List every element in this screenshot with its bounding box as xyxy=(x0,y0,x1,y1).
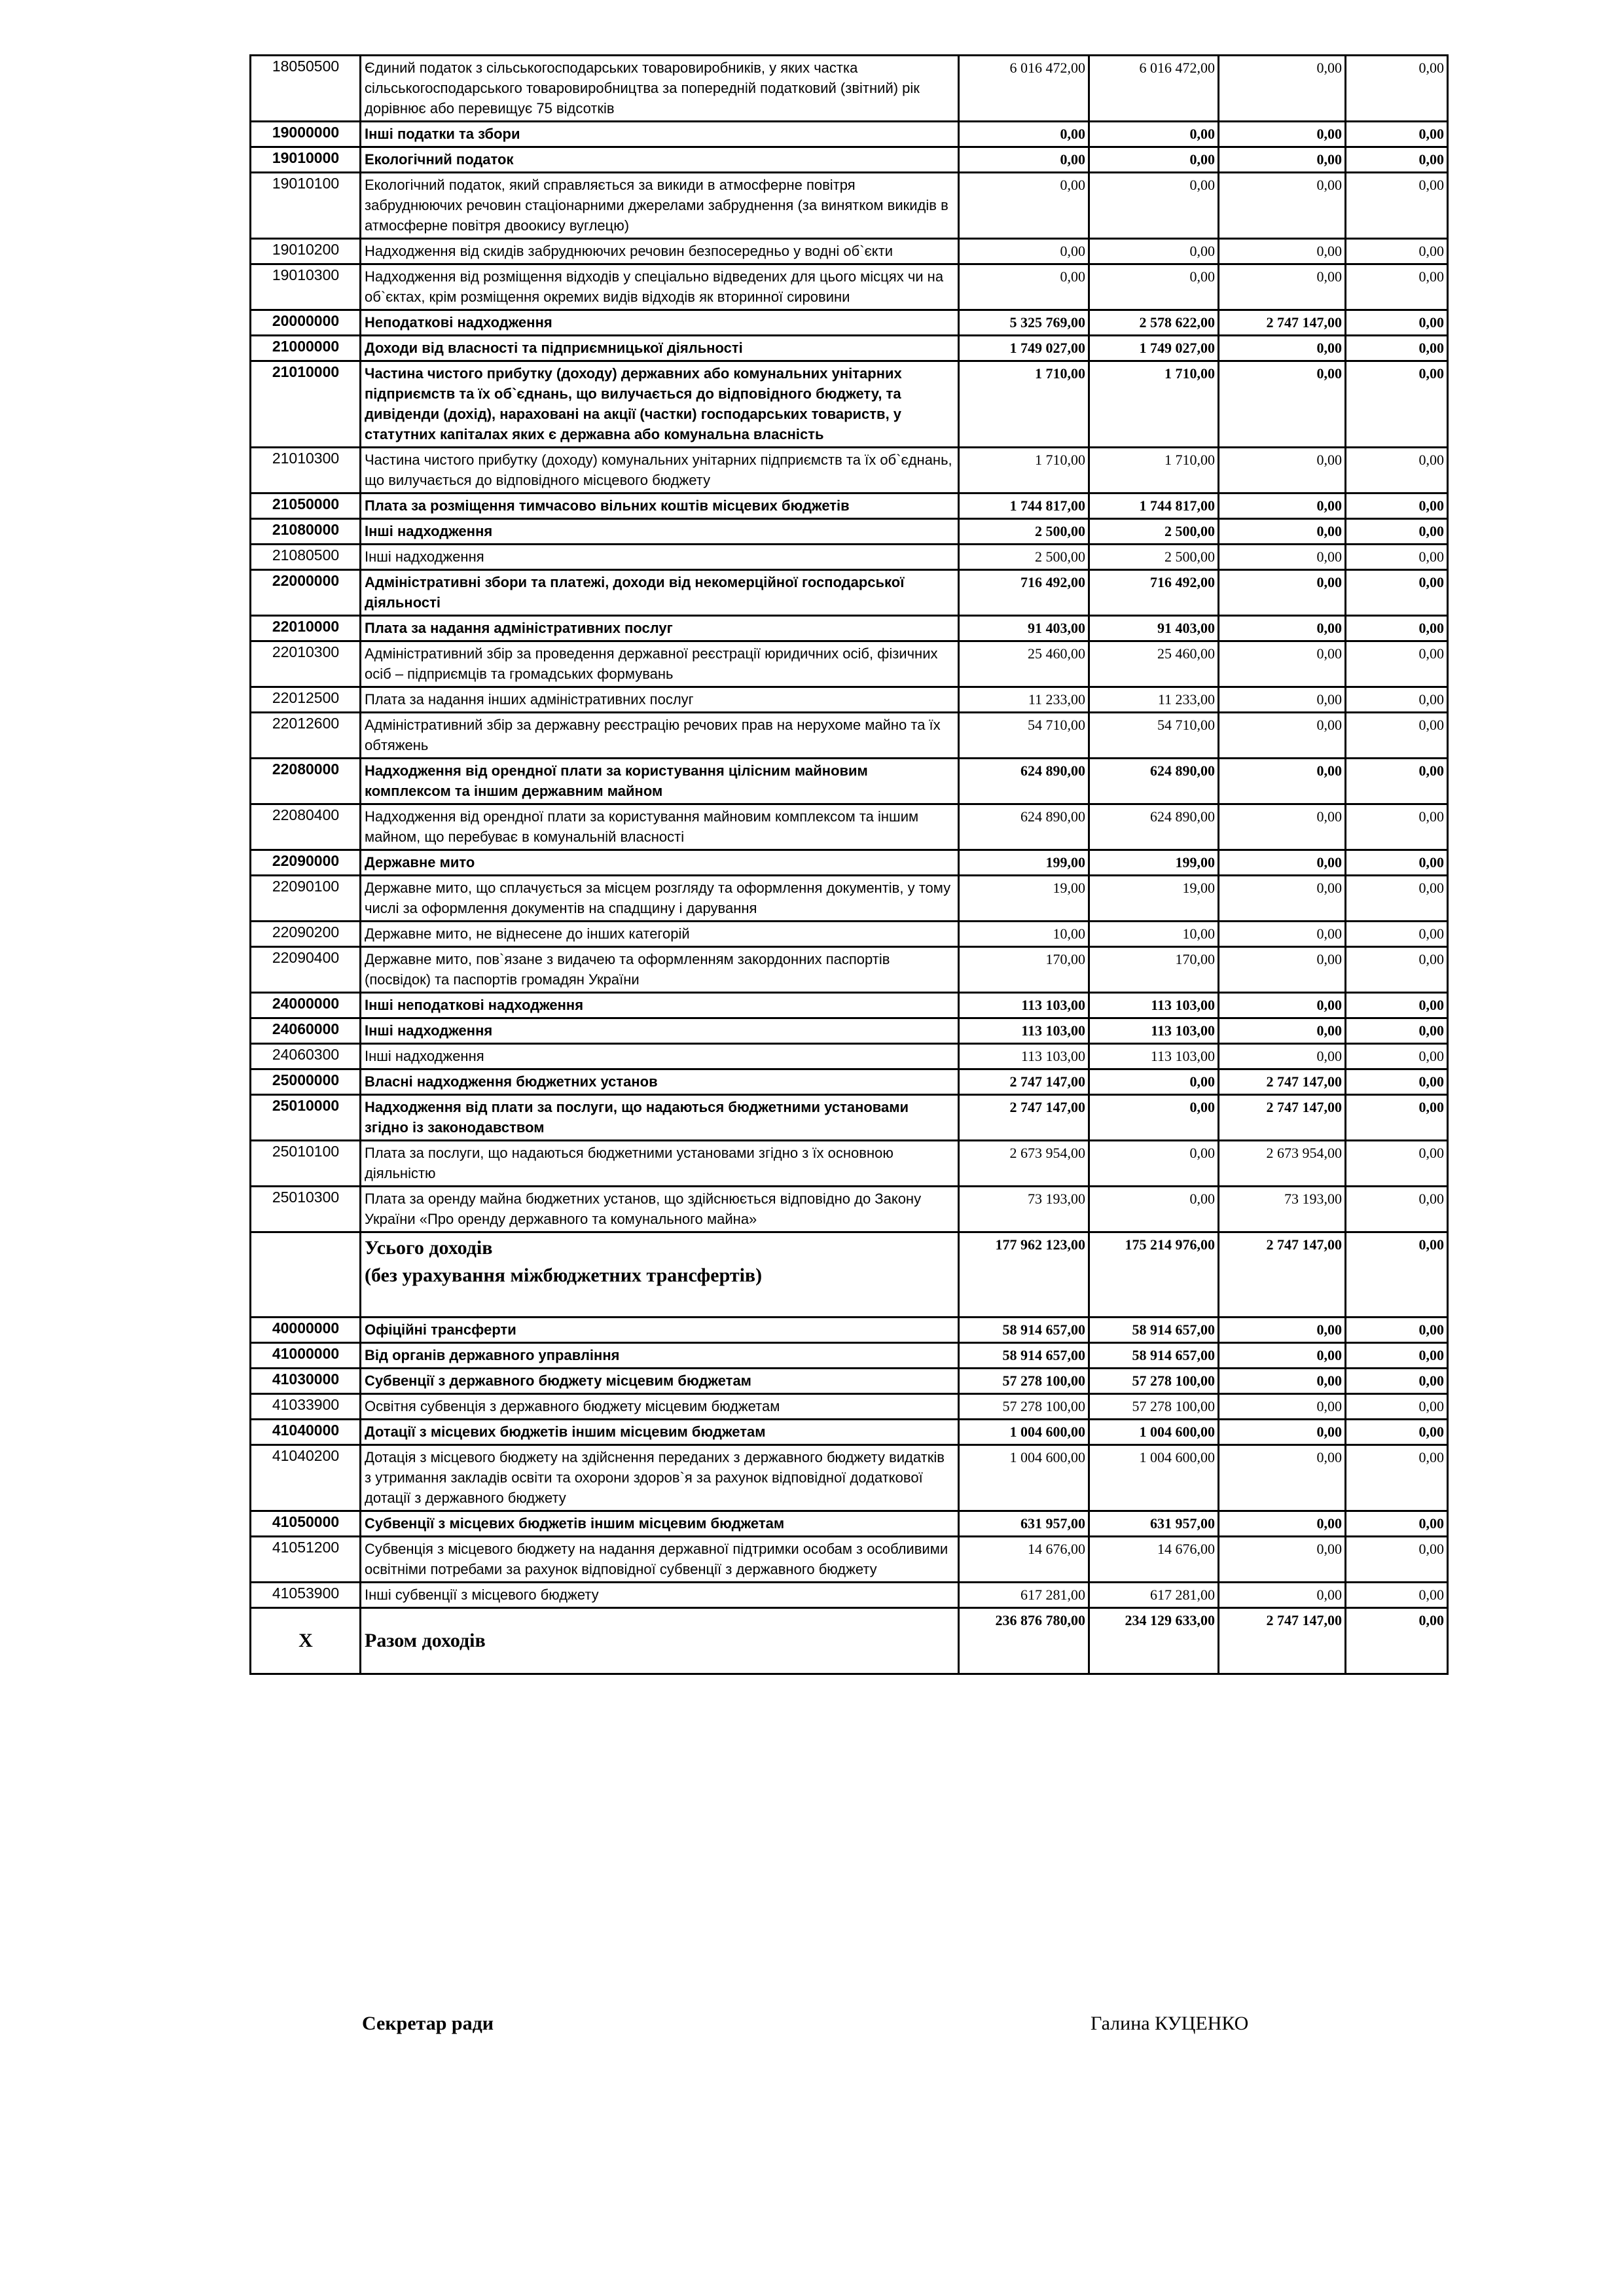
table-row xyxy=(251,1583,1448,1608)
total-amount-cell: 2 747 147,00 xyxy=(959,1069,1089,1095)
development-budget-cell: 0,00 xyxy=(1346,493,1448,519)
special-fund-cell: 2 747 147,00 xyxy=(1219,1069,1346,1095)
revenue-code-cell: 41033900 xyxy=(251,1394,361,1420)
revenue-code-cell: 21010000 xyxy=(251,361,361,448)
development-budget-cell: 0,00 xyxy=(1346,336,1448,361)
revenue-code-cell: 22090000 xyxy=(251,850,361,876)
special-fund-cell: 0,00 xyxy=(1219,264,1346,310)
special-fund-cell: 2 747 147,00 xyxy=(1219,1095,1346,1141)
special-fund-cell: 0,00 xyxy=(1219,804,1346,850)
total-amount-cell: 1 004 600,00 xyxy=(959,1445,1089,1511)
revenue-name-cell: Державне мито xyxy=(361,850,959,876)
general-fund-cell: 0,00 xyxy=(1089,239,1219,264)
revenue-name-cell: Інші надходження xyxy=(361,1018,959,1044)
revenue-code-cell: 20000000 xyxy=(251,310,361,336)
revenue-name-cell: Дотація з місцевого бюджету на здійснення переданих з державного бюджету видатків з утримання закладів освіти та охорони здоров`я за рахунок відповідної додаткової дотації з державного бюджету xyxy=(361,1445,959,1511)
total-amount-cell: 2 500,00 xyxy=(959,545,1089,570)
general-fund-cell: 175 214 976,00 xyxy=(1089,1232,1219,1318)
revenue-code-cell: 25000000 xyxy=(251,1069,361,1095)
development-budget-cell: 0,00 xyxy=(1346,687,1448,713)
revenue-name-cell: Надходження від орендної плати за користування майновим комплексом та іншим майном, що перебуває в комунальній власності xyxy=(361,804,959,850)
total-amount-cell: 58 914 657,00 xyxy=(959,1318,1089,1343)
revenue-name-cell: Офіційні трансферти xyxy=(361,1318,959,1343)
table-row xyxy=(251,1095,1448,1141)
revenue-name-cell: Дотації з місцевих бюджетів іншим місцевим бюджетам xyxy=(361,1420,959,1445)
revenue-code-cell: 22012600 xyxy=(251,713,361,759)
total-amount-cell: 57 278 100,00 xyxy=(959,1394,1089,1420)
general-fund-cell: 0,00 xyxy=(1089,264,1219,310)
general-fund-cell: 11 233,00 xyxy=(1089,687,1219,713)
total-amount-cell: 2 500,00 xyxy=(959,519,1089,545)
table-row xyxy=(251,947,1448,993)
table-row xyxy=(251,448,1448,493)
revenue-name-cell: Плата за надання адміністративних послуг xyxy=(361,616,959,641)
general-fund-cell: 25 460,00 xyxy=(1089,641,1219,687)
total-amount-cell: 5 325 769,00 xyxy=(959,310,1089,336)
revenue-name-cell: Разом доходів xyxy=(361,1608,959,1674)
revenue-code-cell: 21080500 xyxy=(251,545,361,570)
revenue-name-cell: Плата за надання інших адміністративних послуг xyxy=(361,687,959,713)
revenue-code-cell: 19010200 xyxy=(251,239,361,264)
general-fund-cell: 1 749 027,00 xyxy=(1089,336,1219,361)
general-fund-cell: 57 278 100,00 xyxy=(1089,1394,1219,1420)
development-budget-cell: 0,00 xyxy=(1346,1318,1448,1343)
table-row xyxy=(251,336,1448,361)
development-budget-cell: 0,00 xyxy=(1346,545,1448,570)
revenue-name-cell: Неподаткові надходження xyxy=(361,310,959,336)
development-budget-cell: 0,00 xyxy=(1346,993,1448,1018)
table-row xyxy=(251,1141,1448,1187)
development-budget-cell: 0,00 xyxy=(1346,1232,1448,1318)
total-amount-cell: 25 460,00 xyxy=(959,641,1089,687)
special-fund-cell: 0,00 xyxy=(1219,687,1346,713)
revenue-code-cell: 22090400 xyxy=(251,947,361,993)
total-amount-cell: 11 233,00 xyxy=(959,687,1089,713)
revenue-name-cell: Усього доходів (без урахування міжбюджетних трансфертів) xyxy=(361,1232,959,1318)
development-budget-cell: 0,00 xyxy=(1346,519,1448,545)
general-fund-cell: 0,00 xyxy=(1089,1187,1219,1232)
total-amount-cell: 91 403,00 xyxy=(959,616,1089,641)
revenue-name-cell: Державне мито, що сплачується за місцем розгляду та оформлення документів, у тому числі за оформлення документів на спадщину і дарування xyxy=(361,876,959,922)
total-amount-cell: 113 103,00 xyxy=(959,1018,1089,1044)
development-budget-cell: 0,00 xyxy=(1346,1343,1448,1369)
special-fund-cell: 0,00 xyxy=(1219,122,1346,147)
development-budget-cell: 0,00 xyxy=(1346,1537,1448,1583)
development-budget-cell: 0,00 xyxy=(1346,310,1448,336)
revenue-code-cell: 41040000 xyxy=(251,1420,361,1445)
table-row xyxy=(251,876,1448,922)
table-row xyxy=(251,1420,1448,1445)
development-budget-cell: 0,00 xyxy=(1346,876,1448,922)
revenue-code-cell: 19010100 xyxy=(251,173,361,239)
special-fund-cell: 0,00 xyxy=(1219,759,1346,804)
special-fund-cell: 0,00 xyxy=(1219,1343,1346,1369)
total-amount-cell: 1 710,00 xyxy=(959,361,1089,448)
revenue-code-cell: 41040200 xyxy=(251,1445,361,1511)
development-budget-cell: 0,00 xyxy=(1346,850,1448,876)
revenue-code-cell: 19000000 xyxy=(251,122,361,147)
revenue-table-body xyxy=(251,56,1448,1674)
general-fund-cell: 0,00 xyxy=(1089,147,1219,173)
total-amount-cell: 0,00 xyxy=(959,147,1089,173)
development-budget-cell: 0,00 xyxy=(1346,1394,1448,1420)
revenue-code-cell: 41053900 xyxy=(251,1583,361,1608)
total-amount-cell: 1 744 817,00 xyxy=(959,493,1089,519)
table-row xyxy=(251,687,1448,713)
revenue-name-cell: Частина чистого прибутку (доходу) комунальних унітарних підприємств та їх об`єднань, що вилучається до відповідного місцевого бюджету xyxy=(361,448,959,493)
special-fund-cell: 0,00 xyxy=(1219,147,1346,173)
development-budget-cell: 0,00 xyxy=(1346,1095,1448,1141)
development-budget-cell: 0,00 xyxy=(1346,1069,1448,1095)
table-row xyxy=(251,713,1448,759)
total-amount-cell: 113 103,00 xyxy=(959,1044,1089,1069)
special-fund-cell: 0,00 xyxy=(1219,239,1346,264)
general-fund-cell: 1 710,00 xyxy=(1089,361,1219,448)
revenue-code-cell: 22080000 xyxy=(251,759,361,804)
development-budget-cell: 0,00 xyxy=(1346,264,1448,310)
general-fund-cell: 91 403,00 xyxy=(1089,616,1219,641)
table-row xyxy=(251,147,1448,173)
table-row xyxy=(251,310,1448,336)
special-fund-cell: 0,00 xyxy=(1219,1369,1346,1394)
table-row xyxy=(251,122,1448,147)
development-budget-cell: 0,00 xyxy=(1346,616,1448,641)
total-amount-cell: 57 278 100,00 xyxy=(959,1369,1089,1394)
special-fund-cell: 0,00 xyxy=(1219,1445,1346,1511)
table-row xyxy=(251,850,1448,876)
total-amount-cell: 73 193,00 xyxy=(959,1187,1089,1232)
revenue-code-cell: X xyxy=(251,1608,361,1674)
total-amount-cell: 1 710,00 xyxy=(959,448,1089,493)
table-row xyxy=(251,1537,1448,1583)
grand-total-row xyxy=(251,1608,1448,1674)
special-fund-cell: 0,00 xyxy=(1219,56,1346,122)
general-fund-cell: 631 957,00 xyxy=(1089,1511,1219,1537)
special-fund-cell: 0,00 xyxy=(1219,616,1346,641)
revenue-code-cell: 40000000 xyxy=(251,1318,361,1343)
revenue-table xyxy=(249,54,1449,1675)
general-fund-cell: 0,00 xyxy=(1089,1095,1219,1141)
special-fund-cell: 2 747 147,00 xyxy=(1219,1608,1346,1674)
development-budget-cell: 0,00 xyxy=(1346,570,1448,616)
special-fund-cell: 0,00 xyxy=(1219,947,1346,993)
general-fund-cell: 57 278 100,00 xyxy=(1089,1369,1219,1394)
subtotal-row xyxy=(251,1232,1448,1318)
table-row xyxy=(251,1511,1448,1537)
total-amount-cell: 14 676,00 xyxy=(959,1537,1089,1583)
general-fund-cell: 0,00 xyxy=(1089,1141,1219,1187)
special-fund-cell: 0,00 xyxy=(1219,1420,1346,1445)
development-budget-cell: 0,00 xyxy=(1346,361,1448,448)
general-fund-cell: 716 492,00 xyxy=(1089,570,1219,616)
table-row xyxy=(251,1343,1448,1369)
total-amount-cell: 624 890,00 xyxy=(959,759,1089,804)
revenue-name-cell: Екологічний податок, який справляється за викиди в атмосферне повітря забруднюючих речовин стаціонарними джерелами забруднення (за винятком викидів в атмосферне повітря двоокису вуглецю) xyxy=(361,173,959,239)
revenue-name-cell: Частина чистого прибутку (доходу) державних або комунальних унітарних підприємств та їх об`єднань, що вилучається до відповідного бюджету, та дивіденди (дохід), нараховані на акції (частки) господарських товариств, у статутних капіталах яких є державна або комунальна власність xyxy=(361,361,959,448)
total-amount-cell: 2 673 954,00 xyxy=(959,1141,1089,1187)
special-fund-cell: 0,00 xyxy=(1219,1537,1346,1583)
revenue-code-cell: 21050000 xyxy=(251,493,361,519)
development-budget-cell: 0,00 xyxy=(1346,1044,1448,1069)
special-fund-cell: 0,00 xyxy=(1219,519,1346,545)
revenue-name-cell: Державне мито, не віднесене до інших категорій xyxy=(361,922,959,947)
revenue-code-cell: 41050000 xyxy=(251,1511,361,1537)
special-fund-cell: 0,00 xyxy=(1219,173,1346,239)
revenue-name-cell: Адміністративний збір за проведення державної реєстрації юридичних осіб, фізичних осіб – підприємців та громадських формувань xyxy=(361,641,959,687)
special-fund-cell: 0,00 xyxy=(1219,922,1346,947)
general-fund-cell: 0,00 xyxy=(1089,122,1219,147)
revenue-name-cell: Інші надходження xyxy=(361,1044,959,1069)
table-row xyxy=(251,1318,1448,1343)
development-budget-cell: 0,00 xyxy=(1346,173,1448,239)
table-row xyxy=(251,616,1448,641)
revenue-name-cell: Власні надходження бюджетних установ xyxy=(361,1069,959,1095)
table-row xyxy=(251,545,1448,570)
development-budget-cell: 0,00 xyxy=(1346,1018,1448,1044)
general-fund-cell: 1 004 600,00 xyxy=(1089,1420,1219,1445)
total-amount-cell: 0,00 xyxy=(959,173,1089,239)
special-fund-cell: 0,00 xyxy=(1219,1018,1346,1044)
development-budget-cell: 0,00 xyxy=(1346,759,1448,804)
development-budget-cell: 0,00 xyxy=(1346,1445,1448,1511)
revenue-code-cell: 21000000 xyxy=(251,336,361,361)
total-amount-cell: 2 747 147,00 xyxy=(959,1095,1089,1141)
table-row xyxy=(251,239,1448,264)
revenue-code-cell: 25010100 xyxy=(251,1141,361,1187)
special-fund-cell: 0,00 xyxy=(1219,493,1346,519)
revenue-name-cell: Інші надходження xyxy=(361,545,959,570)
revenue-name-cell: Екологічний податок xyxy=(361,147,959,173)
special-fund-cell: 73 193,00 xyxy=(1219,1187,1346,1232)
special-fund-cell: 2 747 147,00 xyxy=(1219,310,1346,336)
special-fund-cell: 0,00 xyxy=(1219,570,1346,616)
general-fund-cell: 58 914 657,00 xyxy=(1089,1343,1219,1369)
general-fund-cell: 1 004 600,00 xyxy=(1089,1445,1219,1511)
revenue-name-cell: Плата за послуги, що надаються бюджетними установами згідно з їх основною діяльністю xyxy=(361,1141,959,1187)
general-fund-cell: 10,00 xyxy=(1089,922,1219,947)
special-fund-cell: 0,00 xyxy=(1219,1044,1346,1069)
development-budget-cell: 0,00 xyxy=(1346,922,1448,947)
total-amount-cell: 0,00 xyxy=(959,264,1089,310)
total-amount-cell: 199,00 xyxy=(959,850,1089,876)
total-amount-cell: 58 914 657,00 xyxy=(959,1343,1089,1369)
special-fund-cell: 0,00 xyxy=(1219,876,1346,922)
special-fund-cell: 2 673 954,00 xyxy=(1219,1141,1346,1187)
revenue-name-cell: Адміністративні збори та платежі, доходи від некомерційної господарської діяльності xyxy=(361,570,959,616)
revenue-code-cell: 22090100 xyxy=(251,876,361,922)
general-fund-cell: 624 890,00 xyxy=(1089,804,1219,850)
table-row xyxy=(251,1369,1448,1394)
general-fund-cell: 234 129 633,00 xyxy=(1089,1608,1219,1674)
general-fund-cell: 6 016 472,00 xyxy=(1089,56,1219,122)
revenue-code-cell: 21080000 xyxy=(251,519,361,545)
revenue-code-cell: 25010000 xyxy=(251,1095,361,1141)
revenue-code-cell: 22080400 xyxy=(251,804,361,850)
revenue-name-cell: Плата за розміщення тимчасово вільних коштів місцевих бюджетів xyxy=(361,493,959,519)
general-fund-cell: 113 103,00 xyxy=(1089,993,1219,1018)
special-fund-cell: 0,00 xyxy=(1219,448,1346,493)
revenue-code-cell: 41000000 xyxy=(251,1343,361,1369)
revenue-code-cell: 22090200 xyxy=(251,922,361,947)
total-amount-cell: 10,00 xyxy=(959,922,1089,947)
revenue-code-cell: 21010300 xyxy=(251,448,361,493)
revenue-name-cell: Доходи від власності та підприємницької діяльності xyxy=(361,336,959,361)
development-budget-cell: 0,00 xyxy=(1346,641,1448,687)
revenue-name-cell: Субвенції з державного бюджету місцевим бюджетам xyxy=(361,1369,959,1394)
total-amount-cell: 236 876 780,00 xyxy=(959,1608,1089,1674)
development-budget-cell: 0,00 xyxy=(1346,448,1448,493)
total-amount-cell: 6 016 472,00 xyxy=(959,56,1089,122)
table-row xyxy=(251,56,1448,122)
development-budget-cell: 0,00 xyxy=(1346,713,1448,759)
total-amount-cell: 716 492,00 xyxy=(959,570,1089,616)
total-amount-cell: 617 281,00 xyxy=(959,1583,1089,1608)
revenue-name-cell: Інші податки та збори xyxy=(361,122,959,147)
total-amount-cell: 0,00 xyxy=(959,239,1089,264)
general-fund-cell: 0,00 xyxy=(1089,173,1219,239)
table-row xyxy=(251,493,1448,519)
special-fund-cell: 0,00 xyxy=(1219,336,1346,361)
signatory-name: Галина КУЦЕНКО xyxy=(1091,2013,1249,2034)
development-budget-cell: 0,00 xyxy=(1346,1420,1448,1445)
table-row xyxy=(251,1018,1448,1044)
special-fund-cell: 0,00 xyxy=(1219,1511,1346,1537)
revenue-code-cell: 25010300 xyxy=(251,1187,361,1232)
revenue-code-cell: 24060300 xyxy=(251,1044,361,1069)
special-fund-cell: 0,00 xyxy=(1219,1583,1346,1608)
development-budget-cell: 0,00 xyxy=(1346,1369,1448,1394)
revenue-name-cell: Єдиний податок з сільськогосподарських товаровиробників, у яких частка сільськогосподарського товаровиробництва за попередній податковий (звітний) рік дорівнює або перевищує 75 відсотків xyxy=(361,56,959,122)
revenue-code-cell: 18050500 xyxy=(251,56,361,122)
special-fund-cell: 0,00 xyxy=(1219,1394,1346,1420)
special-fund-cell: 0,00 xyxy=(1219,641,1346,687)
revenue-name-cell: Субвенція з місцевого бюджету на надання державної підтримки особам з особливими освітніми потребами за рахунок відповідної субвенції з державного бюджету xyxy=(361,1537,959,1583)
general-fund-cell: 0,00 xyxy=(1089,1069,1219,1095)
development-budget-cell: 0,00 xyxy=(1346,947,1448,993)
development-budget-cell: 0,00 xyxy=(1346,56,1448,122)
revenue-name-cell: Освітня субвенція з державного бюджету місцевим бюджетам xyxy=(361,1394,959,1420)
general-fund-cell: 2 500,00 xyxy=(1089,545,1219,570)
table-row xyxy=(251,519,1448,545)
development-budget-cell: 0,00 xyxy=(1346,1583,1448,1608)
special-fund-cell: 0,00 xyxy=(1219,850,1346,876)
revenue-code-cell: 22012500 xyxy=(251,687,361,713)
table-row xyxy=(251,922,1448,947)
signatory-title: Секретар ради xyxy=(362,2013,494,2034)
revenue-name-cell: Плата за оренду майна бюджетних установ, що здійснюється відповідно до Закону України «Про оренду державного та комунального майна» xyxy=(361,1187,959,1232)
revenue-name-cell: Надходження від плати за послуги, що надаються бюджетними установами згідно із законодавством xyxy=(361,1095,959,1141)
table-row xyxy=(251,1445,1448,1511)
revenue-code-cell: 22010000 xyxy=(251,616,361,641)
table-row xyxy=(251,361,1448,448)
table-row xyxy=(251,641,1448,687)
revenue-code-cell: 24000000 xyxy=(251,993,361,1018)
general-fund-cell: 58 914 657,00 xyxy=(1089,1318,1219,1343)
table-row xyxy=(251,570,1448,616)
table-row xyxy=(251,759,1448,804)
table-row xyxy=(251,1187,1448,1232)
special-fund-cell: 0,00 xyxy=(1219,361,1346,448)
general-fund-cell: 624 890,00 xyxy=(1089,759,1219,804)
development-budget-cell: 0,00 xyxy=(1346,239,1448,264)
development-budget-cell: 0,00 xyxy=(1346,122,1448,147)
table-row xyxy=(251,1044,1448,1069)
revenue-code-cell: 19010300 xyxy=(251,264,361,310)
table-row xyxy=(251,804,1448,850)
total-amount-cell: 624 890,00 xyxy=(959,804,1089,850)
general-fund-cell: 1 710,00 xyxy=(1089,448,1219,493)
general-fund-cell: 113 103,00 xyxy=(1089,1044,1219,1069)
total-amount-cell: 631 957,00 xyxy=(959,1511,1089,1537)
revenue-name-cell: Інші субвенції з місцевого бюджету xyxy=(361,1583,959,1608)
total-amount-cell: 54 710,00 xyxy=(959,713,1089,759)
total-amount-cell: 113 103,00 xyxy=(959,993,1089,1018)
table-row xyxy=(251,1069,1448,1095)
revenue-name-cell: Інші неподаткові надходження xyxy=(361,993,959,1018)
revenue-name-cell: Надходження від розміщення відходів у спеціально відведених для цього місцях чи на об`єктах, крім розміщення окремих видів відходів як вторинної сировини xyxy=(361,264,959,310)
general-fund-cell: 19,00 xyxy=(1089,876,1219,922)
general-fund-cell: 2 578 622,00 xyxy=(1089,310,1219,336)
special-fund-cell: 0,00 xyxy=(1219,713,1346,759)
general-fund-cell: 54 710,00 xyxy=(1089,713,1219,759)
table-row xyxy=(251,1394,1448,1420)
revenue-code-cell: 41051200 xyxy=(251,1537,361,1583)
total-amount-cell: 0,00 xyxy=(959,122,1089,147)
development-budget-cell: 0,00 xyxy=(1346,1511,1448,1537)
general-fund-cell: 170,00 xyxy=(1089,947,1219,993)
table-row xyxy=(251,264,1448,310)
development-budget-cell: 0,00 xyxy=(1346,147,1448,173)
special-fund-cell: 0,00 xyxy=(1219,1318,1346,1343)
total-amount-cell: 177 962 123,00 xyxy=(959,1232,1089,1318)
revenue-name-cell: Інші надходження xyxy=(361,519,959,545)
special-fund-cell: 2 747 147,00 xyxy=(1219,1232,1346,1318)
general-fund-cell: 2 500,00 xyxy=(1089,519,1219,545)
total-amount-cell: 170,00 xyxy=(959,947,1089,993)
total-amount-cell: 19,00 xyxy=(959,876,1089,922)
revenue-name-cell: Субвенції з місцевих бюджетів іншим місцевим бюджетам xyxy=(361,1511,959,1537)
general-fund-cell: 199,00 xyxy=(1089,850,1219,876)
revenue-name-cell: Надходження від орендної плати за користування цілісним майновим комплексом та іншим державним майном xyxy=(361,759,959,804)
general-fund-cell: 113 103,00 xyxy=(1089,1018,1219,1044)
total-amount-cell: 1 749 027,00 xyxy=(959,336,1089,361)
revenue-name-cell: Адміністративний збір за державну реєстрацію речових прав на нерухоме майно та їх обтяжень xyxy=(361,713,959,759)
general-fund-cell: 1 744 817,00 xyxy=(1089,493,1219,519)
revenue-name-cell: Державне мито, пов`язане з видачею та оформленням закордонних паспортів (посвідок) та паспортів громадян України xyxy=(361,947,959,993)
general-fund-cell: 617 281,00 xyxy=(1089,1583,1219,1608)
total-amount-cell: 1 004 600,00 xyxy=(959,1420,1089,1445)
table-row xyxy=(251,173,1448,239)
revenue-code-cell: 22010300 xyxy=(251,641,361,687)
development-budget-cell: 0,00 xyxy=(1346,1608,1448,1674)
development-budget-cell: 0,00 xyxy=(1346,1141,1448,1187)
development-budget-cell: 0,00 xyxy=(1346,1187,1448,1232)
revenue-name-cell: Від органів державного управління xyxy=(361,1343,959,1369)
development-budget-cell: 0,00 xyxy=(1346,804,1448,850)
revenue-code-cell: 41030000 xyxy=(251,1369,361,1394)
revenue-code-cell: 22000000 xyxy=(251,570,361,616)
general-fund-cell: 14 676,00 xyxy=(1089,1537,1219,1583)
special-fund-cell: 0,00 xyxy=(1219,993,1346,1018)
revenue-code-cell xyxy=(251,1232,361,1318)
special-fund-cell: 0,00 xyxy=(1219,545,1346,570)
revenue-name-cell: Надходження від скидів забруднюючих речовин безпосередньо у водні об`єкти xyxy=(361,239,959,264)
revenue-code-cell: 24060000 xyxy=(251,1018,361,1044)
table-row xyxy=(251,993,1448,1018)
revenue-code-cell: 19010000 xyxy=(251,147,361,173)
